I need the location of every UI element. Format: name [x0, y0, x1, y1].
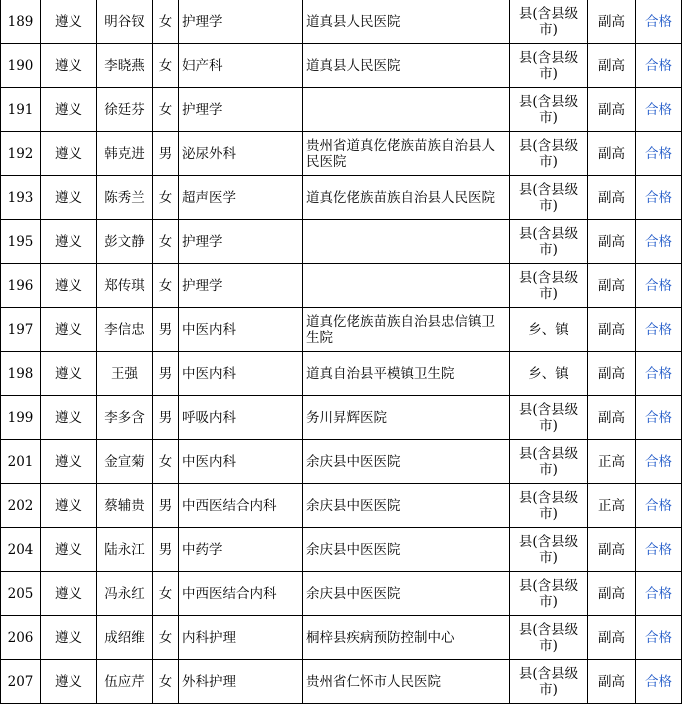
- city-cell: 遵义: [41, 0, 97, 44]
- gender-cell: 女: [153, 88, 179, 132]
- result-cell[interactable]: 合格: [636, 0, 682, 44]
- specialty-cell: 外科护理: [179, 660, 303, 704]
- name-cell: 李多含: [97, 396, 153, 440]
- city-cell: 遵义: [41, 352, 97, 396]
- gender-cell: 女: [153, 264, 179, 308]
- table-row: [1, 660, 682, 704]
- table-row: [1, 44, 682, 88]
- gender-cell: 女: [153, 572, 179, 616]
- table-row: [1, 88, 682, 132]
- title-level-cell: 副高: [588, 44, 636, 88]
- title-level-cell: 副高: [588, 572, 636, 616]
- area-level-cell: 县(含县级市): [510, 88, 588, 132]
- table-row: [1, 528, 682, 572]
- table-row: [1, 0, 682, 44]
- hospital-cell: 道真仡佬族苗族自治县人民医院: [303, 176, 510, 220]
- hospital-cell: 余庆县中医医院: [303, 484, 510, 528]
- name-cell: 郑传琪: [97, 264, 153, 308]
- hospital-cell: 道真仡佬族苗族自治县忠信镇卫生院: [303, 308, 510, 352]
- gender-cell: 女: [153, 660, 179, 704]
- hospital-cell: 务川昇辉医院: [303, 396, 510, 440]
- result-cell[interactable]: 合格: [636, 176, 682, 220]
- gender-cell: 女: [153, 220, 179, 264]
- result-cell[interactable]: 合格: [636, 308, 682, 352]
- title-level-cell: 正高: [588, 484, 636, 528]
- gender-cell: 女: [153, 440, 179, 484]
- table-row: [1, 484, 682, 528]
- name-cell: 彭文静: [97, 220, 153, 264]
- row-number: 196: [1, 264, 41, 308]
- name-cell: 成绍维: [97, 616, 153, 660]
- area-level-cell: 县(含县级市): [510, 264, 588, 308]
- row-number: 207: [1, 660, 41, 704]
- specialty-cell: 泌尿外科: [179, 132, 303, 176]
- result-cell[interactable]: 合格: [636, 572, 682, 616]
- name-cell: 陈秀兰: [97, 176, 153, 220]
- area-level-cell: 乡、镇: [510, 308, 588, 352]
- specialty-cell: 中药学: [179, 528, 303, 572]
- area-level-cell: 乡、镇: [510, 352, 588, 396]
- table-row: [1, 220, 682, 264]
- city-cell: 遵义: [41, 484, 97, 528]
- row-number: 192: [1, 132, 41, 176]
- result-cell[interactable]: 合格: [636, 88, 682, 132]
- area-level-cell: 县(含县级市): [510, 528, 588, 572]
- row-number: 195: [1, 220, 41, 264]
- city-cell: 遵义: [41, 572, 97, 616]
- city-cell: 遵义: [41, 616, 97, 660]
- row-number: 202: [1, 484, 41, 528]
- table-row: [1, 176, 682, 220]
- hospital-cell: 贵州省仁怀市人民医院: [303, 660, 510, 704]
- row-number: 204: [1, 528, 41, 572]
- row-number: 205: [1, 572, 41, 616]
- area-level-cell: 县(含县级市): [510, 0, 588, 44]
- specialty-cell: 护理学: [179, 0, 303, 44]
- gender-cell: 男: [153, 484, 179, 528]
- gender-cell: 男: [153, 396, 179, 440]
- row-number: 199: [1, 396, 41, 440]
- specialty-cell: 中医内科: [179, 308, 303, 352]
- area-level-cell: 县(含县级市): [510, 44, 588, 88]
- row-number: 193: [1, 176, 41, 220]
- title-level-cell: 副高: [588, 0, 636, 44]
- area-level-cell: 县(含县级市): [510, 132, 588, 176]
- name-cell: 李晓燕: [97, 44, 153, 88]
- title-level-cell: 正高: [588, 440, 636, 484]
- table-row: [1, 352, 682, 396]
- title-level-cell: 副高: [588, 220, 636, 264]
- result-cell[interactable]: 合格: [636, 396, 682, 440]
- row-number: 198: [1, 352, 41, 396]
- hospital-cell: 余庆县中医医院: [303, 440, 510, 484]
- row-number: 197: [1, 308, 41, 352]
- result-cell[interactable]: 合格: [636, 264, 682, 308]
- gender-cell: 女: [153, 616, 179, 660]
- specialty-cell: 呼吸内科: [179, 396, 303, 440]
- gender-cell: 男: [153, 308, 179, 352]
- title-level-cell: 副高: [588, 660, 636, 704]
- specialty-cell: 护理学: [179, 264, 303, 308]
- city-cell: 遵义: [41, 660, 97, 704]
- result-cell[interactable]: 合格: [636, 352, 682, 396]
- city-cell: 遵义: [41, 88, 97, 132]
- hospital-cell: [303, 264, 510, 308]
- city-cell: 遵义: [41, 396, 97, 440]
- title-level-cell: 副高: [588, 308, 636, 352]
- area-level-cell: 县(含县级市): [510, 220, 588, 264]
- hospital-cell: 余庆县中医医院: [303, 528, 510, 572]
- table-row: [1, 264, 682, 308]
- area-level-cell: 县(含县级市): [510, 484, 588, 528]
- row-number: 201: [1, 440, 41, 484]
- specialty-cell: 妇产科: [179, 44, 303, 88]
- hospital-cell: 桐梓县疾病预防控制中心: [303, 616, 510, 660]
- row-number: 190: [1, 44, 41, 88]
- result-cell[interactable]: 合格: [636, 484, 682, 528]
- gender-cell: 女: [153, 176, 179, 220]
- hospital-cell: 道真县人民医院: [303, 0, 510, 44]
- gender-cell: 女: [153, 44, 179, 88]
- result-cell[interactable]: 合格: [636, 440, 682, 484]
- area-level-cell: 县(含县级市): [510, 572, 588, 616]
- area-level-cell: 县(含县级市): [510, 440, 588, 484]
- title-level-cell: 副高: [588, 616, 636, 660]
- table-row: [1, 572, 682, 616]
- specialty-cell: 超声医学: [179, 176, 303, 220]
- table-row: [1, 440, 682, 484]
- specialty-cell: 中西医结合内科: [179, 572, 303, 616]
- city-cell: 遵义: [41, 308, 97, 352]
- result-cell[interactable]: 合格: [636, 220, 682, 264]
- city-cell: 遵义: [41, 176, 97, 220]
- city-cell: 遵义: [41, 440, 97, 484]
- name-cell: 李信忠: [97, 308, 153, 352]
- city-cell: 遵义: [41, 220, 97, 264]
- specialty-cell: 护理学: [179, 88, 303, 132]
- result-cell[interactable]: 合格: [636, 616, 682, 660]
- name-cell: 伍应芹: [97, 660, 153, 704]
- gender-cell: 男: [153, 352, 179, 396]
- specialty-cell: 内科护理: [179, 616, 303, 660]
- table-row: [1, 396, 682, 440]
- result-cell[interactable]: 合格: [636, 660, 682, 704]
- city-cell: 遵义: [41, 44, 97, 88]
- title-level-cell: 副高: [588, 528, 636, 572]
- result-cell[interactable]: 合格: [636, 132, 682, 176]
- specialty-cell: 护理学: [179, 220, 303, 264]
- gender-cell: 男: [153, 528, 179, 572]
- city-cell: 遵义: [41, 264, 97, 308]
- specialty-cell: 中医内科: [179, 440, 303, 484]
- table-body: [1, 0, 682, 704]
- title-level-cell: 副高: [588, 176, 636, 220]
- gender-cell: 女: [153, 0, 179, 44]
- specialty-cell: 中医内科: [179, 352, 303, 396]
- area-level-cell: 县(含县级市): [510, 176, 588, 220]
- hospital-cell: 道真自治县平模镇卫生院: [303, 352, 510, 396]
- result-cell[interactable]: 合格: [636, 44, 682, 88]
- city-cell: 遵义: [41, 132, 97, 176]
- hospital-cell: [303, 220, 510, 264]
- row-number: 189: [1, 0, 41, 44]
- name-cell: 王强: [97, 352, 153, 396]
- area-level-cell: 县(含县级市): [510, 660, 588, 704]
- area-level-cell: 县(含县级市): [510, 616, 588, 660]
- title-level-cell: 副高: [588, 132, 636, 176]
- title-level-cell: 副高: [588, 352, 636, 396]
- city-cell: 遵义: [41, 528, 97, 572]
- name-cell: 陆永江: [97, 528, 153, 572]
- table-row: [1, 132, 682, 176]
- name-cell: 冯永红: [97, 572, 153, 616]
- hospital-cell: [303, 88, 510, 132]
- name-cell: 徐廷芬: [97, 88, 153, 132]
- result-cell[interactable]: 合格: [636, 528, 682, 572]
- table-row: [1, 616, 682, 660]
- title-level-cell: 副高: [588, 88, 636, 132]
- area-level-cell: 县(含县级市): [510, 396, 588, 440]
- hospital-cell: 贵州省道真仡佬族苗族自治县人民医院: [303, 132, 510, 176]
- title-level-cell: 副高: [588, 264, 636, 308]
- table-row: [1, 308, 682, 352]
- title-level-cell: 副高: [588, 396, 636, 440]
- row-number: 191: [1, 88, 41, 132]
- specialty-cell: 中西医结合内科: [179, 484, 303, 528]
- hospital-cell: 道真县人民医院: [303, 44, 510, 88]
- name-cell: 蔡辅贵: [97, 484, 153, 528]
- name-cell: 明谷钗: [97, 0, 153, 44]
- hospital-cell: 余庆县中医医院: [303, 572, 510, 616]
- gender-cell: 男: [153, 132, 179, 176]
- row-number: 206: [1, 616, 41, 660]
- name-cell: 韩克进: [97, 132, 153, 176]
- name-cell: 金宣菊: [97, 440, 153, 484]
